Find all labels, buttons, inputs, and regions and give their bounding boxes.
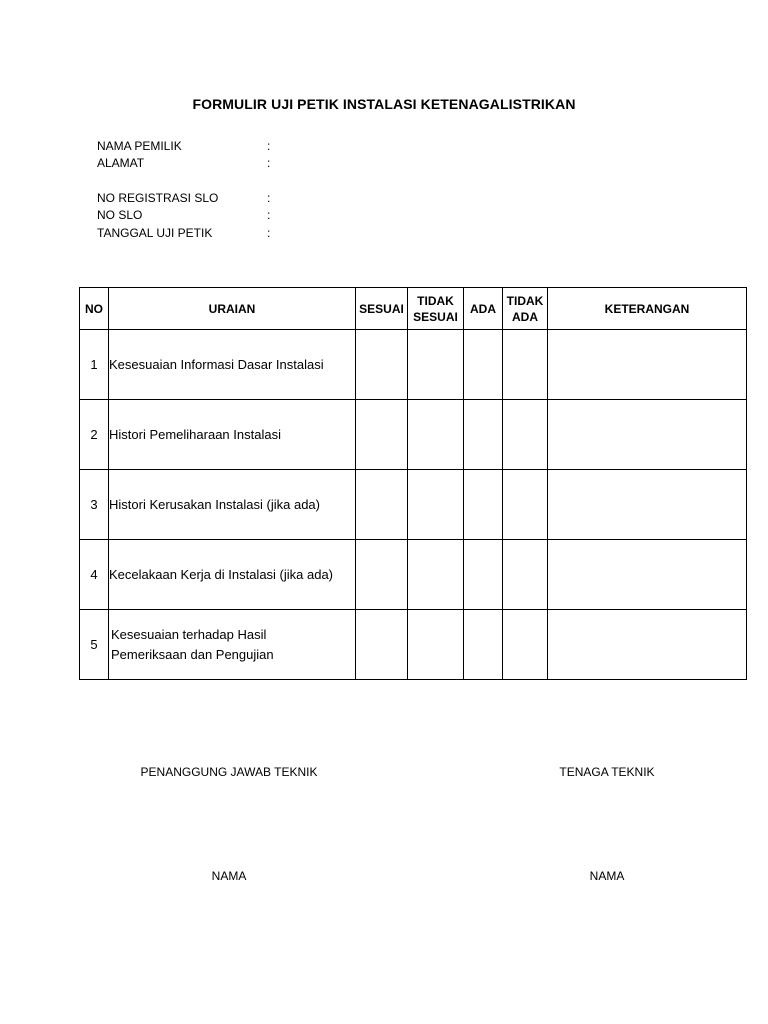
header-no: NO: [80, 288, 109, 330]
row-uraian-line1: Kesesuaian terhadap Hasil: [111, 626, 267, 642]
row-no: 2: [80, 400, 109, 470]
cell-ada[interactable]: [464, 610, 503, 680]
cell-keterangan[interactable]: [548, 610, 747, 680]
cell-tidak-ada[interactable]: [503, 400, 548, 470]
field-label: NO SLO: [97, 208, 143, 222]
signature-role-left: PENANGGUNG JAWAB TEKNIK: [140, 765, 318, 779]
header-keterangan: KETERANGAN: [548, 288, 747, 330]
cell-ada[interactable]: [464, 330, 503, 400]
cell-keterangan[interactable]: [548, 330, 747, 400]
field-label: TANGGAL UJI PETIK: [97, 226, 213, 240]
header-tidak-sesuai-line2: SESUAI: [413, 309, 458, 324]
cell-tidak-ada[interactable]: [503, 610, 548, 680]
cell-tidak-sesuai[interactable]: [408, 330, 464, 400]
inspection-table: [79, 287, 747, 680]
header-tidak-sesuai: [408, 288, 464, 330]
header-ada: ADA: [464, 288, 503, 330]
signature-name-left: NAMA: [211, 869, 247, 883]
field-label: ALAMAT: [97, 156, 145, 170]
cell-sesuai[interactable]: [356, 470, 408, 540]
field-colon: :: [267, 226, 271, 240]
header-sesuai: SESUAI: [356, 288, 408, 330]
table-row: [80, 400, 747, 470]
cell-tidak-sesuai[interactable]: [408, 610, 464, 680]
cell-keterangan[interactable]: [548, 540, 747, 610]
cell-sesuai[interactable]: [356, 400, 408, 470]
field-tanggal-uji-petik: [97, 225, 270, 241]
signature-name-right: NAMA: [589, 869, 625, 883]
field-nama-pemilik: [97, 138, 270, 154]
cell-sesuai[interactable]: [356, 540, 408, 610]
cell-sesuai[interactable]: [356, 610, 408, 680]
row-no: 5: [80, 610, 109, 680]
header-tidak-ada-line1: TIDAK: [506, 293, 544, 308]
header-tidak-ada-line2: ADA: [512, 309, 538, 324]
cell-tidak-sesuai[interactable]: [408, 400, 464, 470]
cell-tidak-ada[interactable]: [503, 540, 548, 610]
field-label: NO REGISTRASI SLO: [97, 191, 219, 205]
row-uraian: [109, 610, 356, 680]
table-row: [80, 610, 747, 680]
field-alamat: [97, 155, 270, 171]
header-uraian: URAIAN: [109, 288, 356, 330]
cell-keterangan[interactable]: [548, 470, 747, 540]
cell-ada[interactable]: [464, 470, 503, 540]
cell-ada[interactable]: [464, 400, 503, 470]
table-row: [80, 330, 747, 400]
cell-tidak-sesuai[interactable]: [408, 540, 464, 610]
row-uraian: Histori Kerusakan Instalasi (jika ada): [109, 470, 356, 540]
row-no: 3: [80, 470, 109, 540]
field-no-slo: [97, 207, 270, 223]
cell-tidak-ada[interactable]: [503, 470, 548, 540]
cell-tidak-ada[interactable]: [503, 330, 548, 400]
field-colon: :: [267, 156, 271, 170]
field-no-registrasi-slo: [97, 190, 270, 206]
cell-ada[interactable]: [464, 540, 503, 610]
cell-sesuai[interactable]: [356, 330, 408, 400]
field-label: NAMA PEMILIK: [97, 139, 182, 153]
table-row: [80, 540, 747, 610]
field-colon: :: [267, 139, 271, 153]
header-tidak-ada: [503, 288, 548, 330]
field-colon: :: [267, 208, 271, 222]
field-colon: :: [267, 191, 271, 205]
table-row: [80, 470, 747, 540]
signature-role-right: TENAGA TEKNIK: [559, 765, 655, 779]
row-uraian: Kesesuaian Informasi Dasar Instalasi: [109, 330, 356, 400]
row-uraian: Kecelakaan Kerja di Instalasi (jika ada): [109, 540, 356, 610]
row-no: 1: [80, 330, 109, 400]
header-tidak-sesuai-line1: TIDAK: [417, 293, 454, 308]
row-uraian-line2: Pemeriksaan dan Pengujian: [111, 646, 274, 662]
table-header-row: [80, 288, 747, 330]
row-no: 4: [80, 540, 109, 610]
row-uraian: Histori Pemeliharaan Instalasi: [109, 400, 356, 470]
cell-tidak-sesuai[interactable]: [408, 470, 464, 540]
cell-keterangan[interactable]: [548, 400, 747, 470]
form-title: FORMULIR UJI PETIK INSTALASI KETENAGALISTRIKAN: [192, 96, 576, 112]
